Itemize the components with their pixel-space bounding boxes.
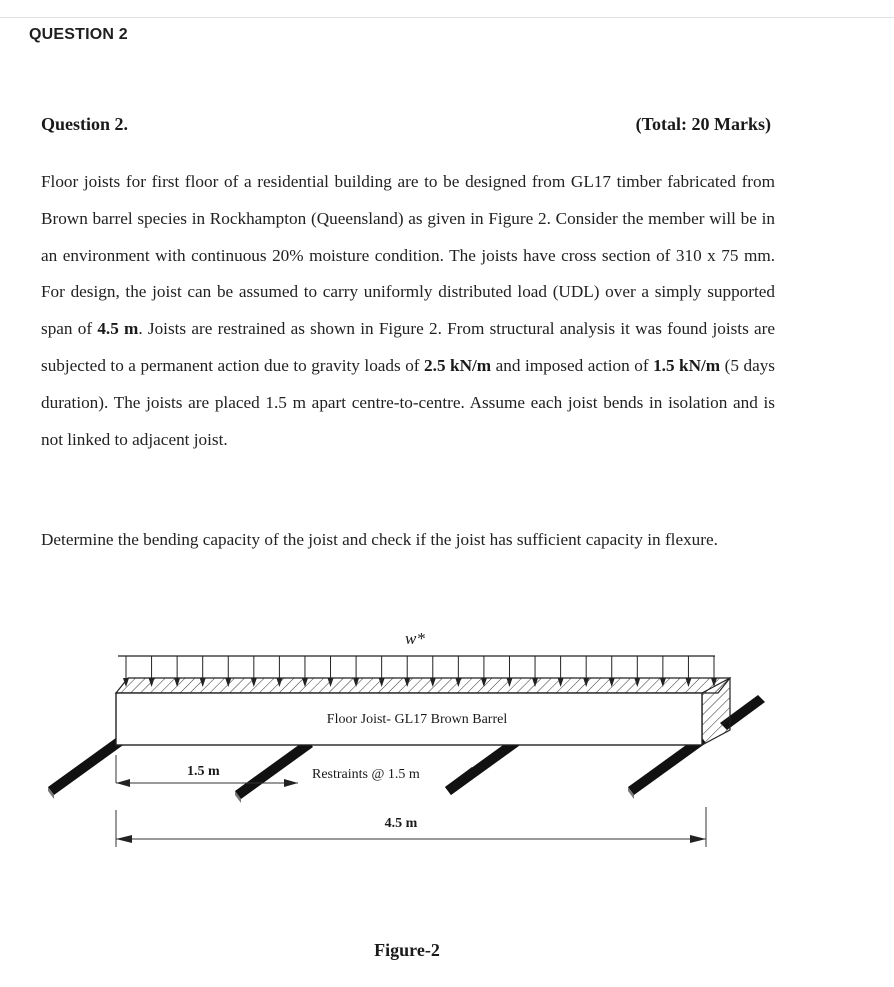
question-task-paragraph: Determine the bending capacity of the joist and check if the joist has sufficient capacity in flexure. (41, 530, 718, 549)
body-text-run: and imposed action of (491, 355, 654, 375)
top-divider (0, 17, 894, 18)
body-text-run: . Joists are restrained as shown in Figure 2. From structural analysis it was found joists are subjected to a permanent action due to gravity loads of (41, 319, 775, 375)
load-symbol: w* (405, 629, 425, 648)
question-title: Question 2. (41, 114, 129, 134)
body-text-run: Floor joists for first floor of a residential building are to be designed from GL17 timber fabricated from Brown barrel species in Rockhampton (Queensland) as given in Figure 2. Consider the member will be in an environment with continuous 20% moisture condition. The joists have cross section of 310 x 75 mm. For design, the joist can be assumed to carry uniformly distributed load (UDL) over a simply supported span of (41, 172, 775, 339)
body-text-run: (5 days duration). The joists are placed 1.5 m apart centre-to-centre. Assume each joist bends in isolation and is not linked to adjacent joist. (41, 355, 775, 449)
restraint-front-segments (445, 767, 478, 795)
figure-2-diagram (30, 615, 790, 970)
span-label: 4.5 m (384, 816, 418, 831)
joist-label: Floor Joist- GL17 Brown Barrel (326, 712, 508, 727)
bold-value: 4.5 m (97, 319, 139, 339)
question-total-marks: (Total: 20 Marks) (635, 114, 771, 134)
joist-top-face (116, 678, 730, 693)
restraints-label: Restraints @ 1.5 m (312, 767, 420, 782)
bold-value: 2.5 kN/m (424, 355, 492, 375)
section-heading: QUESTION 2 (29, 26, 128, 43)
restraint-spacing-label: 1.5 m (187, 764, 220, 779)
question-header (41, 114, 771, 135)
figure-caption: Figure-2 (374, 940, 440, 960)
span-dimension (116, 807, 706, 847)
question-body-paragraph (41, 164, 775, 458)
bold-value: 1.5 kN/m (653, 355, 721, 375)
